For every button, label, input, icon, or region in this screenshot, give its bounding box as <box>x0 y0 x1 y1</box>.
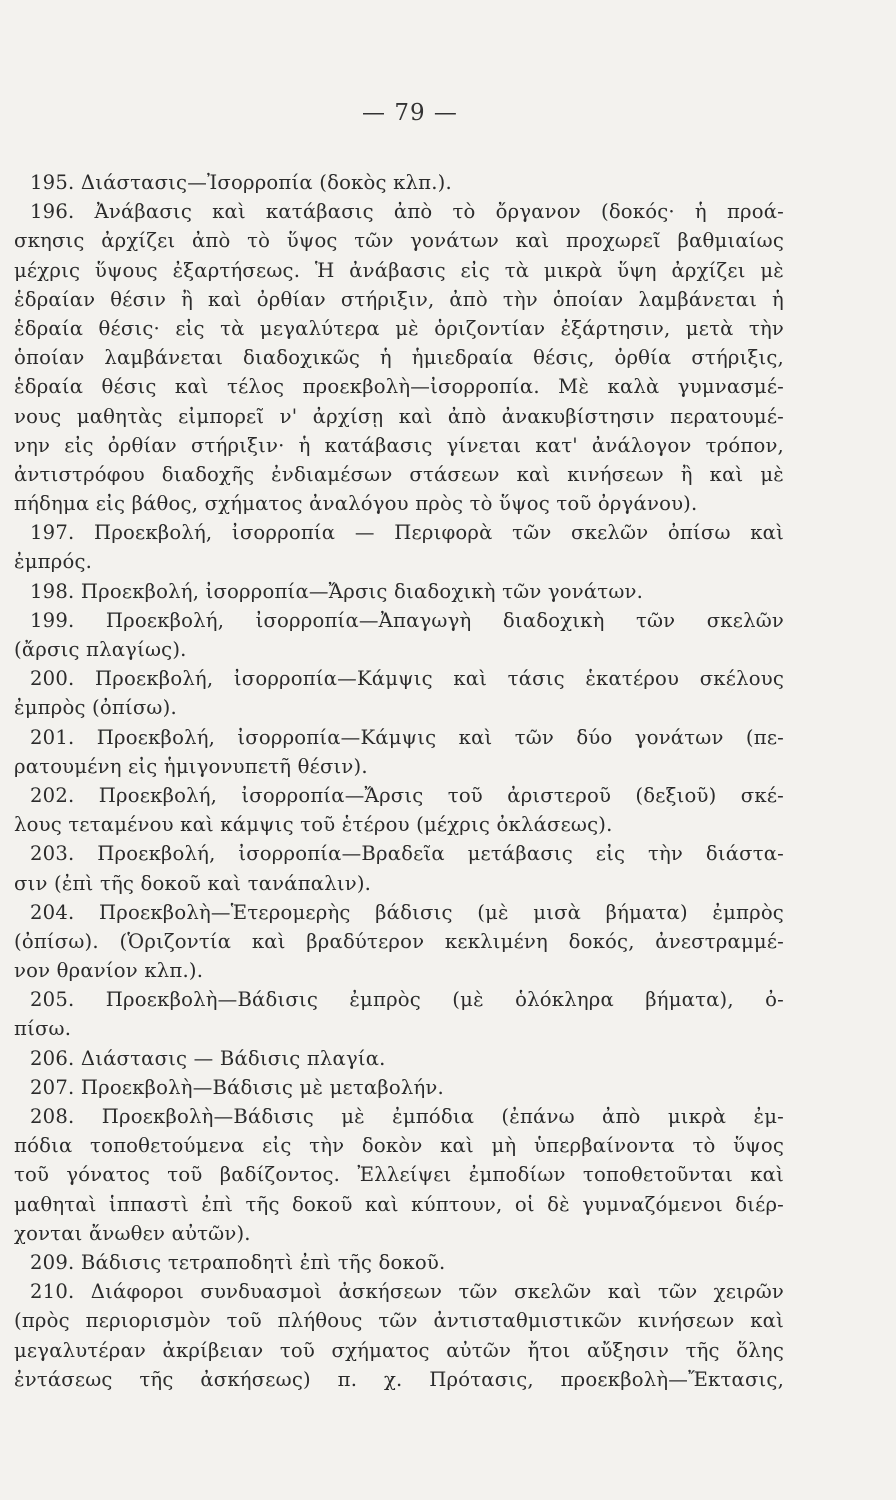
text-line: 210. Διάφοροι συνδυασμοὶ ἀσκήσεων τῶν σκελῶν καὶ τῶν χειρῶν <box>30 1280 784 1304</box>
text-line: 199. Προεκβολή, ἰσορροπία—Ἀπαγωγὴ διαδοχικὴ τῶν σκελῶν <box>30 608 784 632</box>
text-line: 204. Προεκβολὴ—Ἑτερομερὴς βάδισις (μὲ μισὰ βήματα) ἐμπρὸς <box>30 900 784 924</box>
text-line: 209. Βάδισις τετραποδητὶ ἐπὶ τῆς δοκοῦ. <box>30 1250 446 1274</box>
text-line: 197. Προεκβολή, ἰσορροπία — Περιφορὰ τῶν σκελῶν ὀπίσω καὶ <box>30 521 784 545</box>
text-line: ἑδραίαν θέσιν ἢ καὶ ὀρθίαν στήριξιν, ἀπὸ τὴν ὁποίαν λαμβάνεται ἡ <box>14 287 784 311</box>
text-line: χονται ἄνωθεν αὐτῶν). <box>14 1221 251 1245</box>
text-line: 203. Προεκβολή, ἰσορροπία—Βραδεῖα μετάβασις εἰς τὴν διάστα- <box>30 842 784 866</box>
text-line: 202. Προεκβολή, ἰσορροπία—Ἄρσις τοῦ ἀριστεροῦ (δεξιοῦ) σκέ- <box>30 783 784 807</box>
text-line: σιν (ἐπὶ τῆς δοκοῦ καὶ τανάπαλιν). <box>14 871 372 895</box>
text-line: τοῦ γόνατος τοῦ βαδίζοντος. Ἐλλείψει ἐμποδίων τοποθετοῦνται καὶ <box>14 1163 784 1187</box>
text-line: πόδια τοποθετούμενα εἰς τὴν δοκὸν καὶ μὴ ὑπερβαίνοντα τὸ ὕψος <box>14 1134 784 1158</box>
text-line: νους μαθητὰς εἰμπορεῖ ν' ἀρχίσῃ καὶ ἀπὸ ἀνακυβίστησιν περατουμέ- <box>14 404 784 428</box>
text-line: (ἄρσις πλαγίως). <box>14 638 187 661</box>
text-line: νην εἰς ὀρθίαν στήριξιν· ἡ κατάβασις γίνεται κατ' ἀνάλογον τρόπον, <box>14 433 784 457</box>
text-line: ἑδραία θέσις καὶ τέλος προεκβολὴ—ἰσορροπία. Μὲ καλὰ γυμνασμέ- <box>14 375 784 399</box>
text-line: 196. Ἀνάβασις καὶ κατάβασις ἀπὸ τὸ ὄργανον (δοκός· ἡ προά- <box>30 200 784 224</box>
body-text <box>14 168 784 1394</box>
text-line: 205. Προεκβολὴ—Βάδισις ἐμπρὸς (μὲ ὁλόκληρα βήματα), ὀ- <box>30 988 784 1012</box>
text-line: (ὀπίσω). (Ὁριζοντία καὶ βραδύτερον κεκλιμένη δοκός, ἀνεστραμμέ- <box>14 929 784 953</box>
text-line: 207. Προεκβολὴ—Βάδισις μὲ μεταβολήν. <box>30 1075 444 1099</box>
text-line: ἀντιστρόφου διαδοχῆς ἐνδιαμέσων στάσεων καὶ κινήσεων ἢ καὶ μὲ <box>14 462 784 486</box>
page-number: — 79 — <box>362 100 458 126</box>
text-line: λους τεταμένου καὶ κάμψις τοῦ ἑτέρου (μέχρις ὀκλάσεως). <box>14 813 613 837</box>
text-line: ρατουμένη εἰς ἡμιγονυπετῆ θέσιν). <box>14 754 368 778</box>
text-line: 201. Προεκβολή, ἰσορροπία—Κάμψις καὶ τῶν δύο γονάτων (πε- <box>30 725 784 749</box>
text-line: ὁποίαν λαμβάνεται διαδοχικῶς ἡ ἡμιεδραία θέσις, ὀρθία στήριξις, <box>14 346 784 370</box>
text-line: νον θρανίον κλπ.). <box>14 959 204 983</box>
text-line: μεγαλυτέραν ἀκρίβειαν τοῦ σχήματος αὐτῶν ἤτοι αὔξησιν τῆς ὅλης <box>14 1338 784 1362</box>
text-line: ἐντάσεως τῆς ἀσκήσεως) π. χ. Πρότασις, προεκβολὴ—Ἔκτασις, <box>14 1367 784 1391</box>
text-line: μέχρις ὕψους ἐξαρτήσεως. Ἡ ἀνάβασις εἰς τὰ μικρὰ ὕψη ἀρχίζει μὲ <box>14 258 784 282</box>
text-line: (πρὸς περιορισμὸν τοῦ πλήθους τῶν ἀντισταθμιστικῶν κινήσεων καὶ <box>14 1309 784 1333</box>
text-line: ἑδραία θέσις· εἰς τὰ μεγαλύτερα μὲ ὁριζοντίαν ἐξάρτησιν, μετὰ τὴν <box>14 316 784 340</box>
text-line: 200. Προεκβολή, ἰσορροπία—Κάμψις καὶ τάσις ἑκατέρου σκέλους <box>30 667 784 691</box>
text-line: 195. Διάστασις—Ἰσορροπία (δοκὸς κλπ.). <box>30 171 452 194</box>
text-line: σκησις ἀρχίζει ἀπὸ τὸ ὕψος τῶν γονάτων καὶ προχωρεῖ βαθμιαίως <box>14 229 784 253</box>
text-line: 208. Προεκβολὴ—Βάδισις μὲ ἐμπόδια (ἐπάνω ἀπὸ μικρὰ ἐμ- <box>30 1105 784 1128</box>
text-line: πήδημα εἰς βάθος, σχήματος ἀναλόγου πρὸς τὸ ὕψος τοῦ ὀργάνου). <box>14 492 698 516</box>
text-line: 206. Διάστασις — Βάδισις πλαγία. <box>30 1046 386 1070</box>
text-line: ἐμπρὸς (ὀπίσω). <box>14 696 177 720</box>
text-line: πίσω. <box>14 1017 72 1041</box>
text-line: 198. Προεκβολή, ἰσορροπία—Ἄρσις διαδοχικὴ τῶν γονάτων. <box>30 579 644 603</box>
text-line: ἐμπρός. <box>14 550 93 574</box>
text-line: μαθηταὶ ἱππαστὶ ἐπὶ τῆς δοκοῦ καὶ κύπτουν, οἱ δὲ γυμναζόμενοι διέρ- <box>14 1192 784 1216</box>
